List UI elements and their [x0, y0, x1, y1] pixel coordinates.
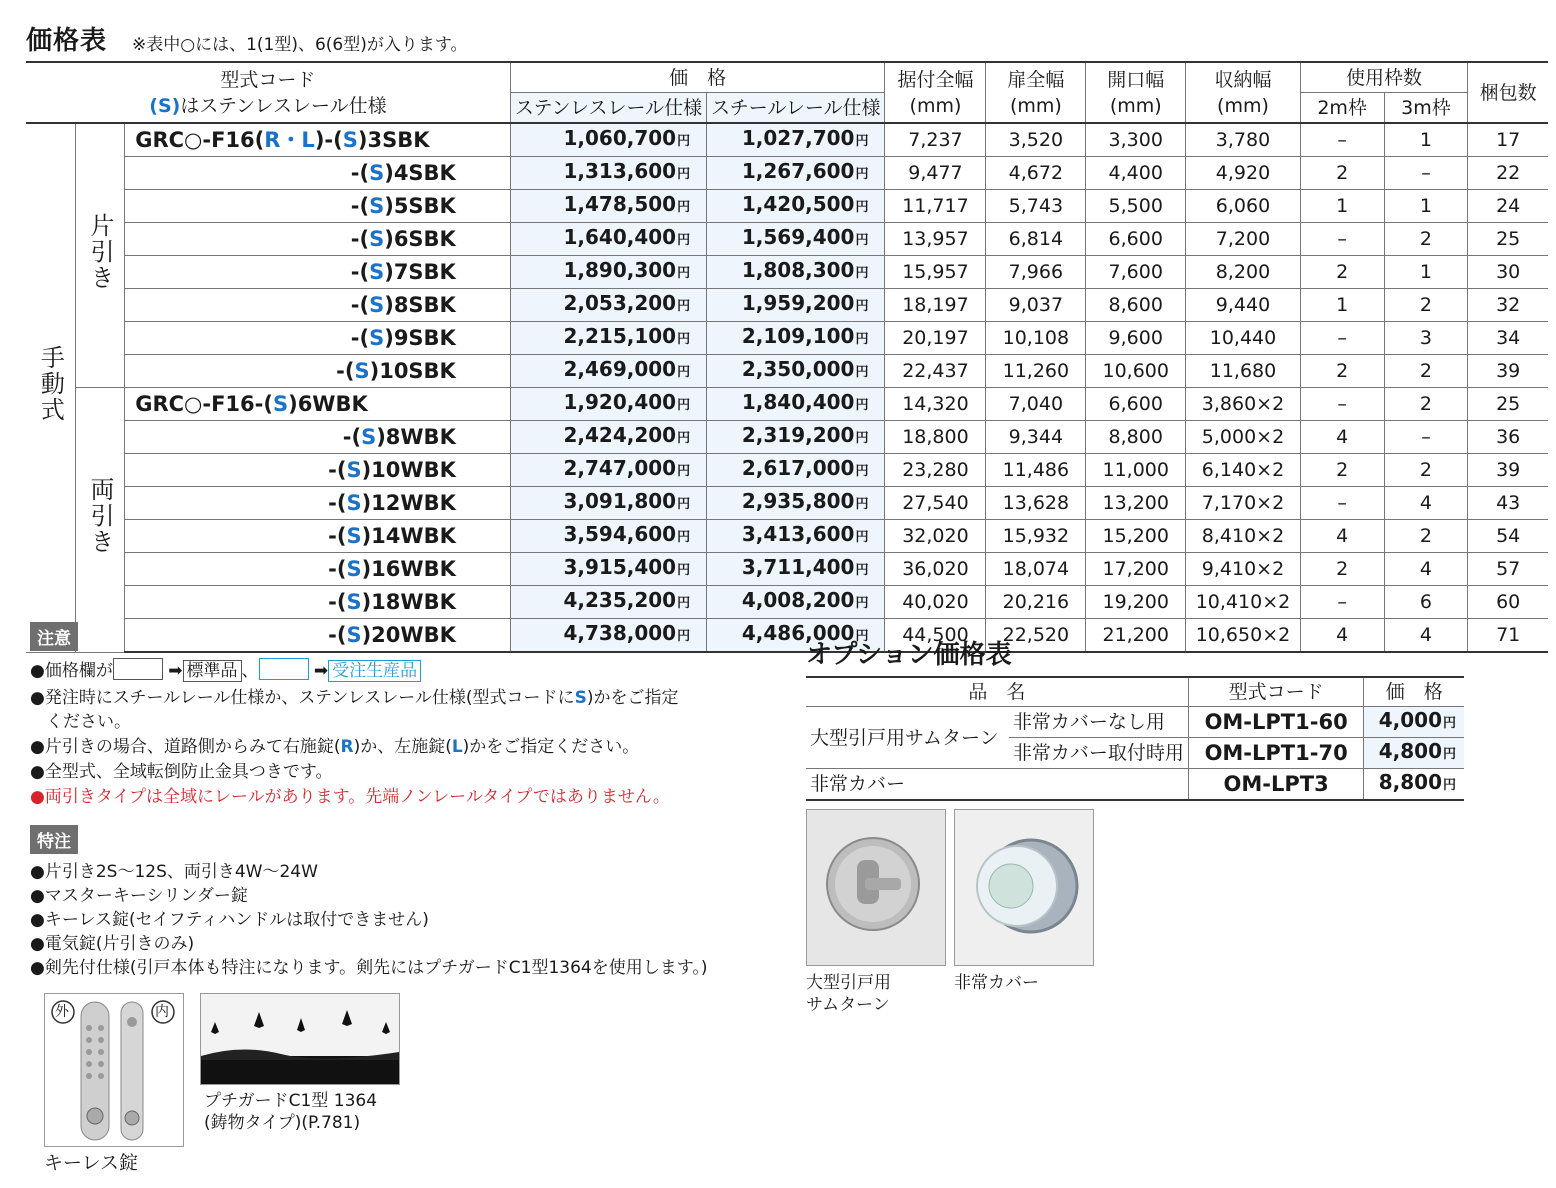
special-label: 特注 — [30, 825, 78, 854]
storage-width: 10,410×2 — [1186, 586, 1301, 619]
door-width: 13,628 — [986, 487, 1086, 520]
frame-2m: 2 — [1300, 157, 1384, 190]
keyless-in-label: 内 — [155, 1004, 169, 1020]
frame-3m: 2 — [1384, 355, 1468, 388]
frame-2m: – — [1300, 388, 1384, 421]
special-item: ●マスターキーシリンダー錠 — [30, 886, 248, 906]
option-title: オプション価格表 — [806, 640, 1012, 670]
table-row — [26, 586, 1548, 619]
group-single: 片引き — [75, 123, 124, 388]
frame-2m: 2 — [1300, 553, 1384, 586]
price-stainless: 3,915,400円 — [510, 553, 706, 586]
spike-image — [200, 993, 400, 1085]
header-code: 型式コード (S)はステンレスレール仕様 — [26, 62, 510, 123]
open-width: 13,200 — [1086, 487, 1186, 520]
open-width: 10,600 — [1086, 355, 1186, 388]
title-note: ※表中○には、1(1型)、6(6型)が入ります。 — [132, 35, 468, 55]
header-price-stainless: ステンレスレール仕様 — [510, 93, 706, 124]
door-width: 10,108 — [986, 322, 1086, 355]
model-code: GRC○-F16(R・L)-(S)3SBK — [125, 123, 511, 157]
door-width: 7,040 — [986, 388, 1086, 421]
table-row — [26, 388, 1548, 421]
install-width: 14,320 — [885, 388, 986, 421]
door-width: 9,037 — [986, 289, 1086, 322]
storage-width: 4,920 — [1186, 157, 1301, 190]
storage-width: 9,410×2 — [1186, 553, 1301, 586]
keyless-lock-image — [44, 993, 184, 1147]
frame-2m: 2 — [1300, 355, 1384, 388]
table-row — [26, 157, 1548, 190]
storage-width: 7,200 — [1186, 223, 1301, 256]
blank-box-blue — [259, 658, 309, 680]
price-steel: 1,808,300円 — [707, 256, 885, 289]
packages: 57 — [1468, 553, 1548, 586]
install-width: 9,477 — [885, 157, 986, 190]
price-stainless: 2,469,000円 — [510, 355, 706, 388]
option-row2-price: 4,800円 — [1364, 738, 1464, 769]
thumbturn-photo — [806, 809, 946, 966]
header-install-width: 据付全幅 (mm) — [885, 62, 986, 123]
special-item: ●キーレス錠(セイフティハンドルは取付できません) — [30, 910, 429, 930]
model-code: -(S)9SBK — [125, 322, 511, 355]
open-width: 4,400 — [1086, 157, 1186, 190]
option-row3-code: OM-LPT3 — [1188, 769, 1364, 801]
install-width: 7,237 — [885, 123, 986, 157]
door-width: 15,932 — [986, 520, 1086, 553]
open-width: 6,600 — [1086, 223, 1186, 256]
frame-2m: – — [1300, 123, 1384, 157]
door-width: 7,966 — [986, 256, 1086, 289]
thumbturn-caption: 大型引戸用 サムターン — [806, 973, 891, 1015]
price-steel: 1,420,500円 — [707, 190, 885, 223]
storage-width: 3,780 — [1186, 123, 1301, 157]
frame-3m: 6 — [1384, 586, 1468, 619]
packages: 30 — [1468, 256, 1548, 289]
price-stainless: 4,738,000円 — [510, 619, 706, 653]
door-width: 3,520 — [986, 123, 1086, 157]
option-thumbturn: 大型引戸用サムターン — [806, 707, 1009, 769]
keyless-caption: キーレス錠 — [44, 1152, 139, 1174]
option-row2-code: OM-LPT1-70 — [1188, 738, 1364, 769]
note-line-3: ●片引きの場合、道路側からみて右施錠(R)か、左施錠(L)かをご指定ください。 — [30, 737, 640, 757]
price-stainless: 4,235,200円 — [510, 586, 706, 619]
model-code: -(S)20WBK — [125, 619, 511, 653]
frame-3m: 1 — [1384, 256, 1468, 289]
install-width: 23,280 — [885, 454, 986, 487]
open-width: 3,300 — [1086, 123, 1186, 157]
price-stainless: 1,640,400円 — [510, 223, 706, 256]
frame-3m: 2 — [1384, 223, 1468, 256]
open-width: 5,500 — [1086, 190, 1186, 223]
packages: 60 — [1468, 586, 1548, 619]
note-line-5: ●両引きタイプは全域にレールがあります。先端ノンレールタイプではありません。 — [30, 787, 670, 807]
model-code: -(S)10WBK — [125, 454, 511, 487]
table-row — [26, 487, 1548, 520]
table-row — [26, 322, 1548, 355]
notes-label: 注意 — [30, 622, 78, 651]
note-line-1: ●価格欄が ➡ 標準品 、 ➡ 受注生産品 — [30, 658, 421, 683]
note-line-2: ●発注時にスチールレール仕様か、ステンレスレール仕様(型式コードにS)かをご指定 ください。 — [30, 688, 679, 732]
storage-width: 8,410×2 — [1186, 520, 1301, 553]
install-width: 44,500 — [885, 619, 986, 653]
door-width: 18,074 — [986, 553, 1086, 586]
frame-3m: 4 — [1384, 619, 1468, 653]
special-item: ●剣先付仕様(引戸本体も特注になります。剣先にはプチガードC1型1364を使用します。) — [30, 958, 708, 978]
model-code: -(S)5SBK — [125, 190, 511, 223]
price-stainless: 2,424,200円 — [510, 421, 706, 454]
option-row1-code: OM-LPT1-60 — [1188, 707, 1364, 738]
model-code: -(S)4SBK — [125, 157, 511, 190]
packages: 32 — [1468, 289, 1548, 322]
frame-2m: 1 — [1300, 289, 1384, 322]
price-steel: 1,027,700円 — [707, 123, 885, 157]
price-stainless: 2,215,100円 — [510, 322, 706, 355]
price-steel: 3,413,600円 — [707, 520, 885, 553]
frame-3m: 2 — [1384, 520, 1468, 553]
price-stainless: 3,594,600円 — [510, 520, 706, 553]
header-frame-3m: 3m枠 — [1384, 93, 1468, 124]
model-code: -(S)8SBK — [125, 289, 511, 322]
price-stainless: 2,747,000円 — [510, 454, 706, 487]
emergency-cover-caption: 非常カバー — [954, 973, 1039, 993]
price-steel: 2,935,800円 — [707, 487, 885, 520]
table-row — [26, 454, 1548, 487]
storage-width: 7,170×2 — [1186, 487, 1301, 520]
frame-2m: – — [1300, 223, 1384, 256]
arrow-icon: ➡ — [313, 661, 329, 681]
option-row3-name: 非常カバー — [806, 769, 1188, 801]
price-stainless: 1,890,300円 — [510, 256, 706, 289]
open-width: 15,200 — [1086, 520, 1186, 553]
special-item: ●電気錠(片引きのみ) — [30, 934, 195, 954]
frame-2m: 4 — [1300, 520, 1384, 553]
install-width: 36,020 — [885, 553, 986, 586]
packages: 17 — [1468, 123, 1548, 157]
price-table — [26, 61, 1548, 653]
open-width: 8,800 — [1086, 421, 1186, 454]
storage-width: 9,440 — [1186, 289, 1301, 322]
price-steel: 1,267,600円 — [707, 157, 885, 190]
open-width: 6,600 — [1086, 388, 1186, 421]
packages: 24 — [1468, 190, 1548, 223]
open-width: 21,200 — [1086, 619, 1186, 653]
model-code: -(S)6SBK — [125, 223, 511, 256]
price-steel: 2,109,100円 — [707, 322, 885, 355]
open-width: 19,200 — [1086, 586, 1186, 619]
option-row3-price: 8,800円 — [1364, 769, 1464, 801]
door-width: 20,216 — [986, 586, 1086, 619]
door-width: 11,486 — [986, 454, 1086, 487]
packages: 54 — [1468, 520, 1548, 553]
option-price-table — [806, 676, 1464, 801]
price-steel: 1,959,200円 — [707, 289, 885, 322]
model-code: -(S)16WBK — [125, 553, 511, 586]
price-stainless: 1,313,600円 — [510, 157, 706, 190]
storage-width: 5,000×2 — [1186, 421, 1301, 454]
frame-2m: 1 — [1300, 190, 1384, 223]
price-steel: 4,008,200円 — [707, 586, 885, 619]
price-stainless: 1,478,500円 — [510, 190, 706, 223]
packages: 22 — [1468, 157, 1548, 190]
door-width: 11,260 — [986, 355, 1086, 388]
model-code: -(S)7SBK — [125, 256, 511, 289]
frame-3m: 1 — [1384, 123, 1468, 157]
frame-3m: 4 — [1384, 553, 1468, 586]
frame-3m: 2 — [1384, 388, 1468, 421]
option-header-code: 型式コード — [1188, 677, 1364, 707]
door-width: 5,743 — [986, 190, 1086, 223]
storage-width: 10,440 — [1186, 322, 1301, 355]
price-steel: 2,350,000円 — [707, 355, 885, 388]
frame-2m: – — [1300, 487, 1384, 520]
frame-3m: 2 — [1384, 289, 1468, 322]
price-steel: 1,569,400円 — [707, 223, 885, 256]
group-double: 両引き — [75, 388, 124, 653]
frame-3m: 3 — [1384, 322, 1468, 355]
table-row — [26, 190, 1548, 223]
packages: 43 — [1468, 487, 1548, 520]
model-code: -(S)12WBK — [125, 487, 511, 520]
header-open-width: 開口幅 (mm) — [1086, 62, 1186, 123]
install-width: 20,197 — [885, 322, 986, 355]
frame-3m: 2 — [1384, 454, 1468, 487]
model-code: -(S)10SBK — [125, 355, 511, 388]
frame-2m: 4 — [1300, 619, 1384, 653]
note-line-4: ●全型式、全域転倒防止金具つきです。 — [30, 762, 333, 782]
open-width: 8,600 — [1086, 289, 1186, 322]
open-width: 17,200 — [1086, 553, 1186, 586]
install-width: 40,020 — [885, 586, 986, 619]
packages: 25 — [1468, 388, 1548, 421]
standard-label: 標準品 — [183, 660, 242, 682]
storage-width: 8,200 — [1186, 256, 1301, 289]
door-width: 4,672 — [986, 157, 1086, 190]
frame-3m: – — [1384, 421, 1468, 454]
emergency-cover-photo — [954, 809, 1094, 966]
packages: 39 — [1468, 454, 1548, 487]
model-code: -(S)8WBK — [125, 421, 511, 454]
install-width: 11,717 — [885, 190, 986, 223]
storage-width: 11,680 — [1186, 355, 1301, 388]
price-steel: 3,711,400円 — [707, 553, 885, 586]
frame-2m: 2 — [1300, 454, 1384, 487]
storage-width: 6,140×2 — [1186, 454, 1301, 487]
header-price-steel: スチールレール仕様 — [707, 93, 885, 124]
table-row — [26, 520, 1548, 553]
install-width: 18,800 — [885, 421, 986, 454]
open-width: 11,000 — [1086, 454, 1186, 487]
price-stainless: 1,060,700円 — [510, 123, 706, 157]
group-manual: 手動式 — [26, 123, 75, 652]
special-item: ●片引き2S〜12S、両引き4W〜24W — [30, 862, 318, 882]
table-row — [26, 553, 1548, 586]
price-steel: 1,840,400円 — [707, 388, 885, 421]
price-stainless: 2,053,200円 — [510, 289, 706, 322]
page-title: 価格表 — [26, 26, 108, 56]
door-width: 6,814 — [986, 223, 1086, 256]
table-row — [26, 256, 1548, 289]
header-packages: 梱包数 — [1468, 62, 1548, 123]
header-price: 価 格 — [510, 62, 885, 93]
header-storage-width: 収納幅 (mm) — [1186, 62, 1301, 123]
frame-2m: 2 — [1300, 256, 1384, 289]
blank-box — [113, 658, 163, 680]
frame-3m: 1 — [1384, 190, 1468, 223]
storage-width: 10,650×2 — [1186, 619, 1301, 653]
table-row — [26, 421, 1548, 454]
price-stainless: 3,091,800円 — [510, 487, 706, 520]
open-width: 9,600 — [1086, 322, 1186, 355]
storage-width: 6,060 — [1186, 190, 1301, 223]
header-door-width: 扉全幅 (mm) — [986, 62, 1086, 123]
frame-2m: – — [1300, 322, 1384, 355]
install-width: 32,020 — [885, 520, 986, 553]
model-code: GRC○-F16-(S)6WBK — [125, 388, 511, 421]
table-row — [26, 619, 1548, 653]
option-row1-sub: 非常カバーなし用 — [1009, 707, 1189, 738]
packages: 25 — [1468, 223, 1548, 256]
option-header-price: 価 格 — [1364, 677, 1464, 707]
door-width: 9,344 — [986, 421, 1086, 454]
frame-3m: – — [1384, 157, 1468, 190]
arrow-icon: ➡ — [168, 661, 183, 681]
packages: 36 — [1468, 421, 1548, 454]
table-row — [26, 289, 1548, 322]
header-frames: 使用枠数 — [1300, 62, 1468, 93]
frame-2m: 4 — [1300, 421, 1384, 454]
option-row1-price: 4,000円 — [1364, 707, 1464, 738]
table-row — [26, 355, 1548, 388]
frame-3m: 4 — [1384, 487, 1468, 520]
price-steel: 4,486,000円 — [707, 619, 885, 653]
storage-width: 3,860×2 — [1186, 388, 1301, 421]
spike-caption: プチガードC1型 1364 (鋳物タイプ)(P.781) — [204, 1091, 378, 1133]
model-code: -(S)14WBK — [125, 520, 511, 553]
packages: 71 — [1468, 619, 1548, 653]
header-frame-2m: 2m枠 — [1300, 93, 1384, 124]
option-header-name: 品 名 — [806, 677, 1188, 707]
packages: 34 — [1468, 322, 1548, 355]
packages: 39 — [1468, 355, 1548, 388]
option-row2-sub: 非常カバー取付時用 — [1009, 738, 1189, 769]
door-width: 22,520 — [986, 619, 1086, 653]
install-width: 15,957 — [885, 256, 986, 289]
price-stainless: 1,920,400円 — [510, 388, 706, 421]
install-width: 18,197 — [885, 289, 986, 322]
install-width: 22,437 — [885, 355, 986, 388]
price-steel: 2,319,200円 — [707, 421, 885, 454]
table-row — [26, 123, 1548, 157]
price-steel: 2,617,000円 — [707, 454, 885, 487]
order-label: 受注生産品 — [328, 660, 421, 682]
open-width: 7,600 — [1086, 256, 1186, 289]
install-width: 13,957 — [885, 223, 986, 256]
keyless-out-label: 外 — [55, 1004, 69, 1020]
model-code: -(S)18WBK — [125, 586, 511, 619]
install-width: 27,540 — [885, 487, 986, 520]
frame-2m: – — [1300, 586, 1384, 619]
table-row — [26, 223, 1548, 256]
